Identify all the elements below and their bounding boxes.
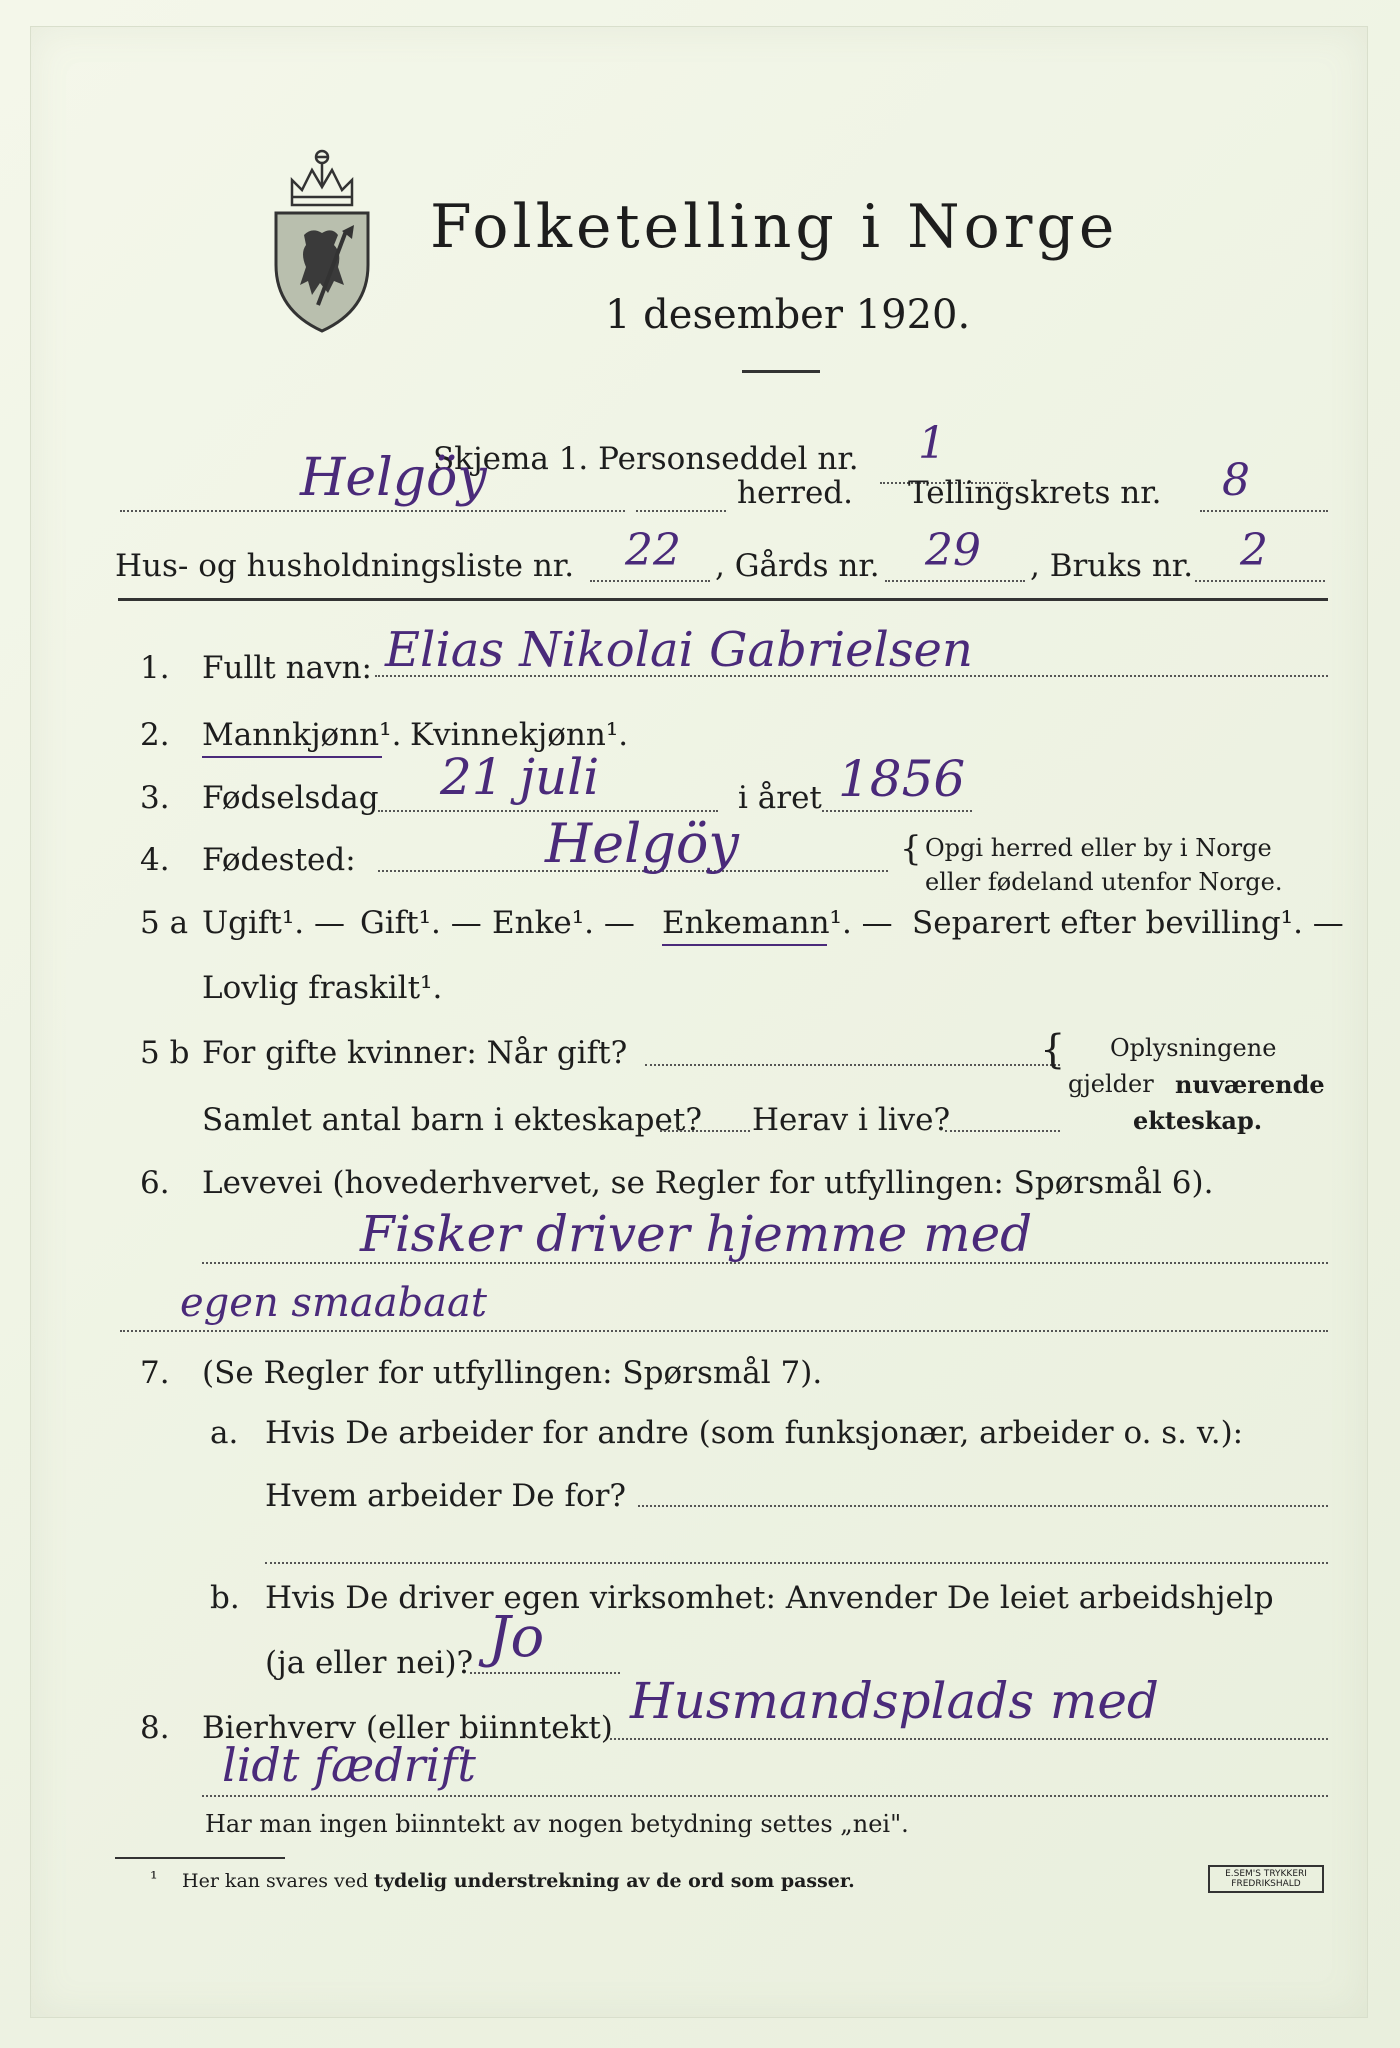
q3-birthday: 21 juli [440,748,600,806]
q5a-enkemann: Enkemann¹. — [662,905,893,941]
q5a-enke: Enke¹. — [492,905,635,941]
q8-line-1 [610,1738,1328,1740]
q5a-gift: Gift¹. — [360,905,482,941]
q8-secondary-1: Husmandsplads med [630,1672,1159,1730]
q2-female: Kvinnekjønn¹. [410,717,629,753]
q3-birth-year: 1856 [838,750,966,808]
tellingskrets-value: 8 [1222,455,1250,506]
q6-occupation-2: egen smaabaat [180,1280,487,1326]
q8-note: Har man ingen biinntekt av nogen betydning settes „nei". [205,1810,909,1838]
q8-number: 8. [140,1710,170,1746]
q4-note-1: Opgi herred eller by i Norge [925,834,1272,862]
q7a-line-2 [265,1562,1328,1564]
q5b-barn: Samlet antal barn i ekteskapet? [202,1102,702,1138]
q7-number: 7. [140,1355,170,1391]
q7b-letter: b. [210,1580,240,1616]
q4-birthplace: Helgöy [545,812,739,875]
herred-line [120,510,625,512]
q7b-answer: Jo [488,1605,545,1670]
herred-value: Helgöy [300,448,487,508]
footnote-text-a: Her kan svares ved [182,1870,375,1892]
footnote [182,1870,855,1892]
q5a-number: 5 a [140,905,189,941]
title-divider [742,370,820,373]
bruks-value: 2 [1240,525,1268,576]
q7a-letter: a. [210,1415,239,1451]
q3-number: 3. [140,780,170,816]
q4-brace-top: { [900,829,922,869]
tellingskrets-line [1200,510,1328,512]
q7-label: (Se Regler for utfyllingen: Spørsmål 7). [202,1355,823,1391]
q7a-label: Hvis De arbeider for andre (som funksjonær, arbeider o. s. v.): [265,1415,1244,1451]
bruks-line [1195,580,1325,582]
q8-secondary-2: lidt fædrift [222,1738,476,1792]
q7b-sub: (ja eller nei)? [265,1645,474,1681]
q5b-number: 5 b [140,1035,190,1071]
q5a-ugift: Ugift¹. — [202,905,345,941]
printer-stamp: E.SEM'S TRYKKERI FREDRIKSHALD [1208,1865,1324,1893]
q5b-brace: { [1040,1027,1066,1073]
herred-label: herred. [737,475,853,511]
tellingskrets-label: Tellingskrets nr. [908,475,1162,511]
q7b-line [470,1672,620,1674]
q5b-note-1: Oplysningene [1110,1034,1277,1062]
q5b-note-2b: nuværende [1175,1070,1325,1099]
q5a-enkemann-underline [662,944,827,946]
q5b-note-3: ekteskap. [1133,1106,1263,1135]
q4-note-2: eller fødeland utenfor Norge. [925,868,1283,896]
personseddel-nr-value: 1 [918,418,946,469]
census-date: 1 desember 1920. [605,292,971,338]
q4-label: Fødested: [202,842,356,878]
q7a-sub: Hvem arbeider De for? [265,1478,627,1514]
q5b-label: For gifte kvinner: Når gift? [202,1035,628,1071]
q2-number: 2. [140,717,170,753]
husliste-value: 22 [625,525,681,576]
q4-number: 4. [140,842,170,878]
gards-line [885,580,1025,582]
q5b-note-2: gjelder [1068,1070,1154,1098]
gards-label: , Gårds nr. [715,548,880,584]
q6-number: 6. [140,1165,170,1201]
norwegian-coat-of-arms-icon [262,135,382,335]
husliste-line [590,580,710,582]
q5b-ilive: Herav i live? [752,1102,951,1138]
q3-year-label: i året [738,780,822,816]
q7b-label: Hvis De driver egen virksomhet: Anvender De leiet arbeidshjelp [265,1580,1274,1616]
form-title: Folketelling i Norge [430,192,1119,262]
q3-label: Fødselsdag [202,780,379,816]
q6-line-2 [120,1330,1328,1332]
q5a-fraskilt: Lovlig fraskilt¹. [202,970,443,1006]
q6-occupation-1: Fisker driver hjemme med [360,1205,1033,1263]
herred-line-2 [636,510,726,512]
q1-full-name: Elias Nikolai Gabrielsen [385,622,973,678]
husliste-label: Hus- og husholdningsliste nr. [115,548,575,584]
q1-number: 1. [140,650,170,686]
q3-year-line [822,810,972,812]
q2-male-underline [202,756,382,758]
q8-line-2 [202,1795,1328,1797]
footnote-rule [115,1857,285,1859]
q5a-separert: Separert efter bevilling¹. — [912,905,1344,941]
q1-label: Fullt navn: [202,650,372,686]
schema-label: Skjema 1. Personseddel nr. [433,441,859,477]
gards-value: 29 [925,525,981,576]
footnote-text-b: tydelig understrekning av de ord som passer. [374,1870,855,1892]
q5b-ilive-line [945,1130,1060,1132]
q7a-line [638,1505,1328,1507]
footnote-mark: ¹ [150,1868,158,1890]
bruks-label: , Bruks nr. [1030,548,1194,584]
header-separator [118,598,1328,601]
q2-male: Mannkjønn¹. [202,717,402,753]
q8-label: Bierhverv (eller biinntekt) [202,1710,613,1746]
q5b-married-line [645,1064,1060,1066]
q5b-barn-line [660,1130,750,1132]
q6-label: Levevei (hovederhvervet, se Regler for utfyllingen: Spørsmål 6). [202,1165,1214,1201]
